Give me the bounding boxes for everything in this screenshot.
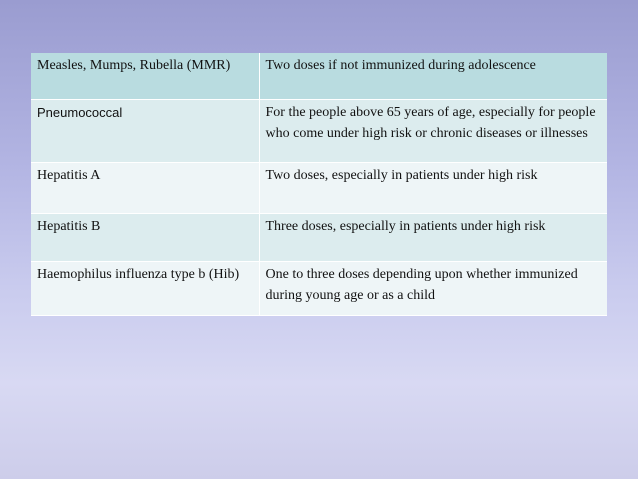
vaccine-name-cell: Hepatitis A (31, 163, 259, 214)
vaccine-name-cell: Hepatitis B (31, 214, 259, 262)
vaccine-name-cell: Measles, Mumps, Rubella (MMR) (31, 53, 259, 100)
vaccine-name-cell: Pneumococcal (31, 100, 259, 163)
vaccine-table (31, 53, 607, 316)
vaccine-name-cell: Haemophilus influenza type b (Hib) (31, 262, 259, 316)
table-row (31, 262, 607, 316)
table-row (31, 100, 607, 163)
table-row (31, 53, 607, 100)
recommendation-cell: For the people above 65 years of age, especially for people who come under high risk or chronic diseases or illnesses (259, 100, 607, 163)
recommendation-cell: One to three doses depending upon whether immunized during young age or as a child (259, 262, 607, 316)
recommendation-cell: Three doses, especially in patients under high risk (259, 214, 607, 262)
recommendation-cell: Two doses if not immunized during adolescence (259, 53, 607, 100)
recommendation-cell: Two doses, especially in patients under high risk (259, 163, 607, 214)
table-row (31, 163, 607, 214)
table-row (31, 214, 607, 262)
